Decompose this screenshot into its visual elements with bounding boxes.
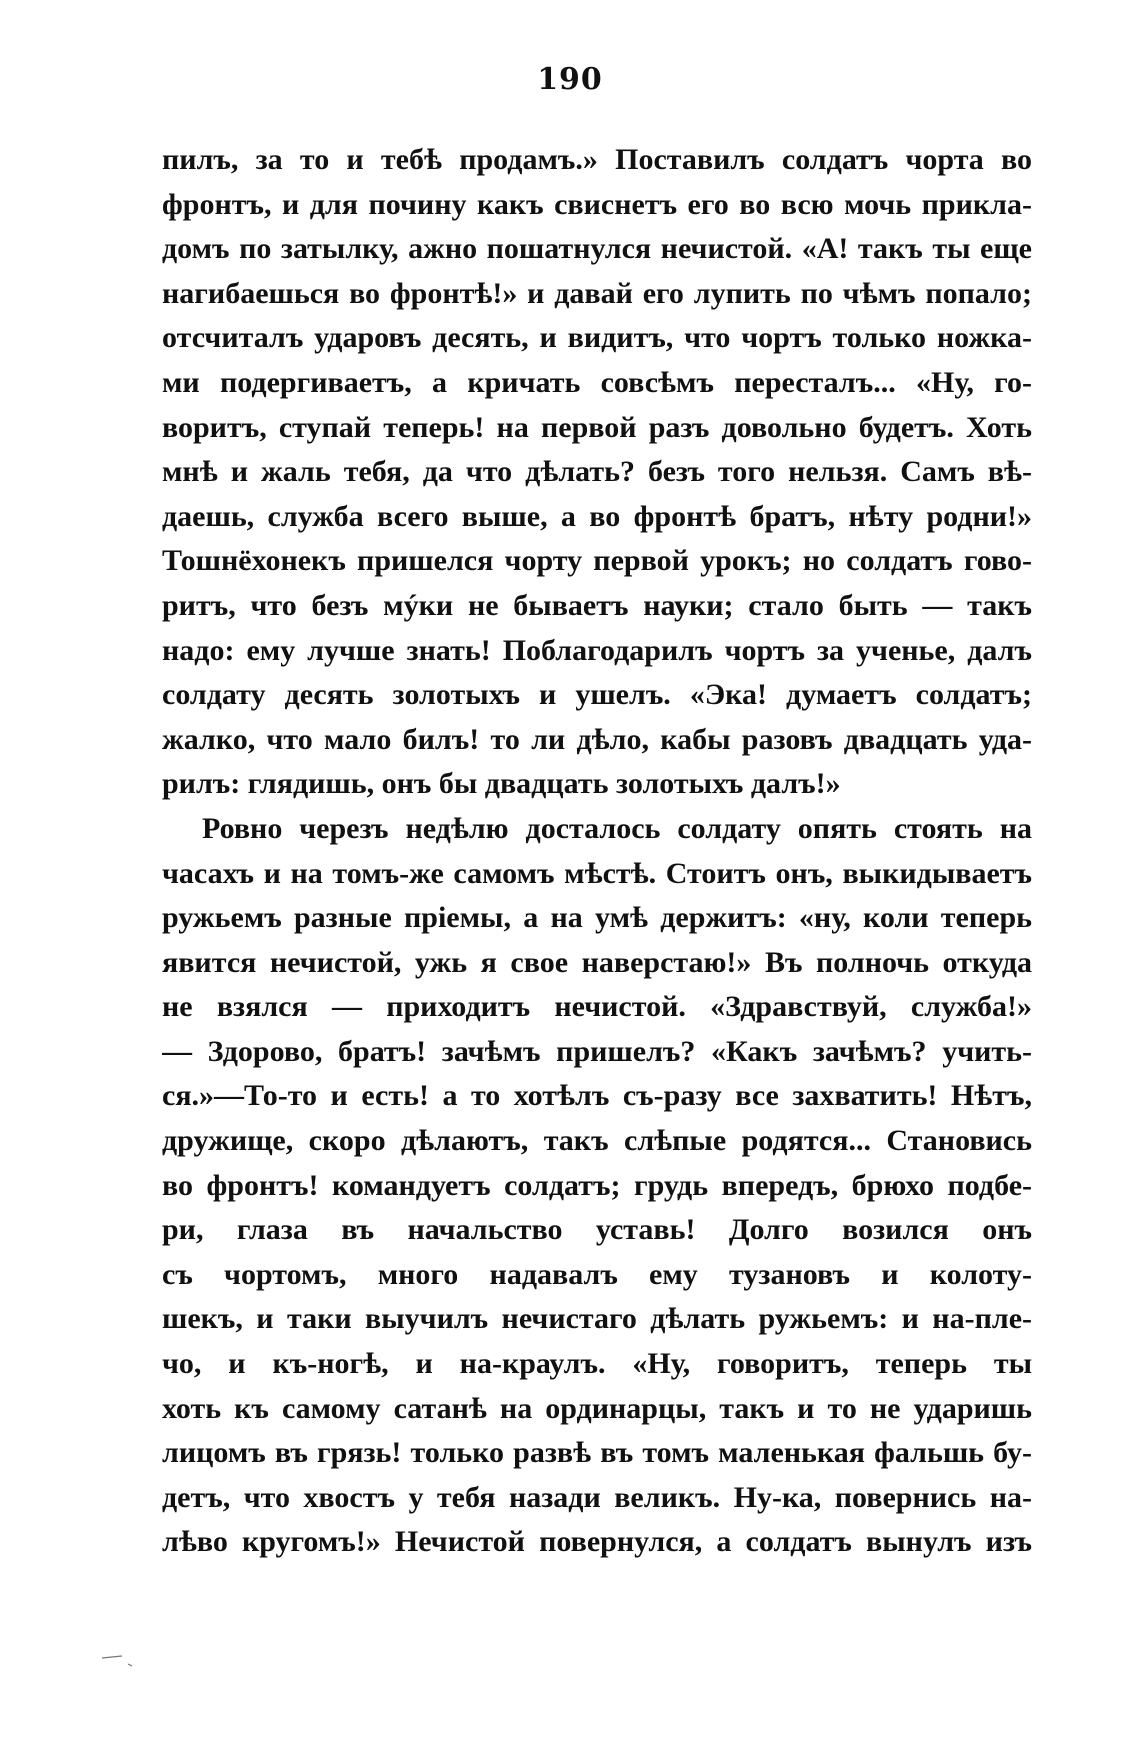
text-line: лѣво кругомъ!» Нечистой повернулся, а солдатъ вынулъ изъ [162,1525,1032,1559]
text-line: рилъ: глядишь, онъ бы двадцать золотыхъ далъ!» [162,767,841,801]
text-line: Тошнёхонекъ пришелся чорту первой урокъ; но солдатъ гово- [162,544,1032,578]
text-line: часахъ и на томъ-же самомъ мѣстѣ. Стоитъ онъ, выкидываетъ [162,856,1032,890]
text-line: пилъ, за то и тебѣ продамъ.» Поставилъ солдатъ чорта во [162,143,1032,176]
text-line: дружище, скоро дѣлаютъ, такъ слѣпые родятся... Становись [162,1124,1032,1158]
text-line: фронтъ, и для почину какъ свиснетъ его во всю мочь прикла- [162,187,1032,221]
text-line: во фронтъ! командуетъ солдатъ; грудь впередъ, брюхо подбе- [162,1168,1032,1202]
text-line: даешь, служба всего выше, а во фронтѣ братъ, нѣту родни!» [162,499,1032,533]
text-line: солдату десять золотыхъ и ушелъ. «Эка! думаетъ солдатъ; [162,678,1032,712]
text-line: Ровно черезъ недѣлю досталось солдату опять стоять на [202,811,1032,845]
page-number: 190 [537,62,603,97]
text-line: мнѣ и жаль тебя, да что дѣлать? безъ того нельзя. Самъ вѣ- [162,455,1032,489]
text-line: жалко, что мало билъ! то ли дѣло, кабы разовъ двадцать уда- [162,722,1032,756]
text-line: хоть къ самому сатанѣ на ординарцы, такъ и то не ударишь [162,1391,1032,1425]
text-line: шекъ, и таки выучилъ нечистаго дѣлать ружьемъ: и на-пле- [162,1302,1032,1336]
text-line: лицомъ въ грязь! только развѣ въ томъ маленькая фальшь бу- [162,1436,1032,1470]
text-line: — Здорово, братъ! зачѣмъ пришелъ? «Какъ зачѣмъ? учить- [162,1034,1032,1068]
text-line: ся.»—То-то и есть! а то хотѣлъ съ-разу все захватить! Нѣтъ, [162,1079,1032,1113]
text-line: домъ по затылку, ажно пошатнулся нечистой. «А! такъ ты еще [162,232,1032,266]
text-line: воритъ, ступай теперь! на первой разъ довольно будетъ. Хоть [162,410,1032,444]
text-line: съ чортомъ, много надавалъ ему тузановъ и колоту- [162,1257,1032,1291]
text-line: отсчиталъ ударовъ десять, и видитъ, что чортъ только ножка- [162,321,1032,355]
text-line: ри, глаза въ начальство уставь! Долго возился онъ [162,1213,1032,1247]
text-line: чо, и къ-ногѣ, и на-краулъ. «Ну, говоритъ, теперь ты [162,1347,1032,1381]
text-line: детъ, что хвостъ у тебя назади великъ. Ну-ка, повернись на- [162,1480,1032,1514]
text-line: ружьемъ разные пріемы, а на умѣ держитъ: «ну, коли теперь [162,901,1032,935]
text-line: не взялся — приходитъ нечистой. «Здравствуй, служба!» [162,990,1032,1024]
text-line: ми подергиваетъ, а кричать совсѣмъ пересталъ... «Ну, го- [162,365,1032,399]
ink-speck-mark [100,1652,160,1672]
text-line: надо: ему лучше знать! Поблагодарилъ чортъ за ученье, далъ [162,633,1032,667]
body-text [162,138,1032,1565]
text-line: ритъ, что безъ мýки не бываетъ науки; стало быть — такъ [162,588,1032,622]
text-line: явится нечистой, ужь я свое наверстаю!» Въ полночь откуда [162,945,1032,979]
text-line: нагибаешься во фронтѣ!» и давай его лупить по чѣмъ попало; [162,276,1032,310]
